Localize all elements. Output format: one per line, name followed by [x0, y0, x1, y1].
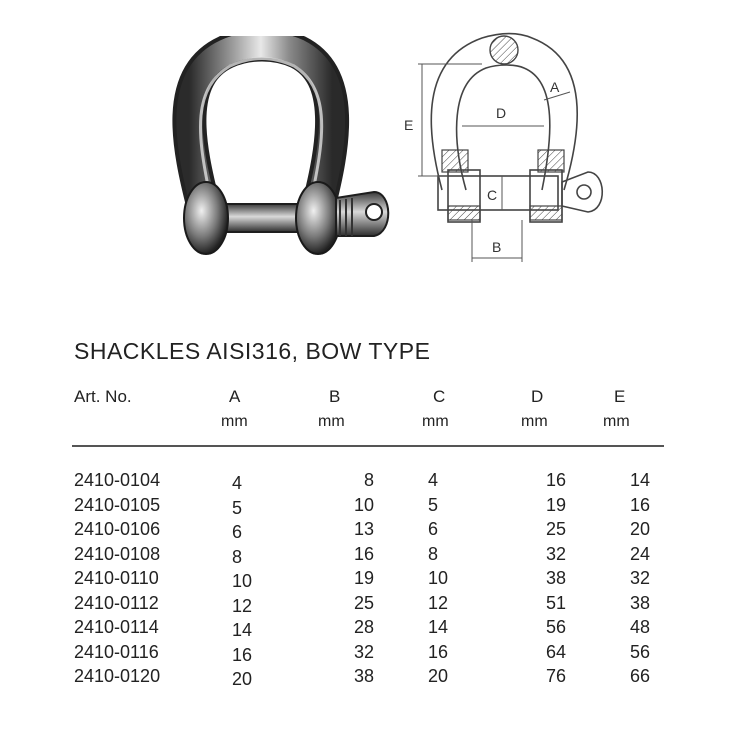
cell-e: 32: [629, 568, 650, 588]
cell-c: 12: [428, 592, 449, 613]
cell-a: 20: [232, 669, 253, 689]
cell-e: 14: [629, 470, 650, 490]
header-e: E: [614, 387, 626, 406]
cell-a: 5: [232, 497, 243, 518]
header-e-unit: mm: [603, 413, 630, 430]
cell-art-no: 2410-0104: [74, 470, 161, 490]
cell-d: 38: [545, 568, 566, 588]
cell-a: 12: [232, 595, 253, 616]
header-a-unit: mm: [221, 413, 248, 430]
cell-art-no: 2410-0114: [74, 617, 159, 637]
cell-d: 51: [545, 592, 566, 613]
cell-art-no: 2410-0106: [74, 519, 161, 539]
cell-b: 10: [353, 494, 374, 515]
cell-c: 10: [428, 568, 449, 588]
cell-a: 6: [232, 522, 243, 542]
cell-c: 4: [428, 470, 439, 490]
cell-c: 6: [428, 519, 439, 539]
cell-b: 38: [353, 666, 374, 686]
table-row: [0, 642, 744, 666]
cell-a: 8: [232, 546, 243, 567]
cell-b: 13: [353, 519, 374, 539]
cell-c: 20: [428, 666, 449, 686]
cell-c: 16: [428, 641, 449, 662]
cell-a: 14: [232, 620, 253, 640]
label-c: C: [487, 187, 498, 203]
table-row: [0, 519, 744, 543]
label-a: A: [550, 79, 560, 95]
cell-d: 25: [545, 519, 566, 539]
cell-c: 14: [428, 617, 449, 637]
header-b: B: [329, 387, 341, 406]
table-row: [0, 544, 744, 568]
cell-art-no: 2410-0105: [74, 494, 161, 515]
header-d: D: [531, 387, 544, 406]
cell-e: 24: [629, 543, 650, 564]
cell-d: 16: [545, 470, 566, 490]
cell-d: 64: [545, 641, 566, 662]
cell-b: 16: [353, 543, 374, 564]
cell-b: 8: [363, 470, 374, 490]
cell-art-no: 2410-0116: [74, 641, 159, 662]
cell-a: 10: [232, 571, 253, 591]
table-row: [0, 666, 744, 690]
cell-art-no: 2410-0112: [74, 592, 159, 613]
label-e: E: [404, 117, 414, 133]
cell-d: 56: [545, 617, 566, 637]
cell-art-no: 2410-0108: [74, 543, 161, 564]
cell-d: 32: [545, 543, 566, 564]
header-divider: [72, 445, 664, 447]
header-a: A: [229, 387, 241, 406]
table-row: [0, 617, 744, 641]
dimension-drawing: [392, 30, 612, 270]
table-row: [0, 593, 744, 617]
header-d-unit: mm: [521, 413, 548, 430]
cell-b: 25: [353, 592, 374, 613]
label-b: B: [492, 239, 502, 255]
cell-d: 76: [545, 666, 566, 686]
cell-c: 8: [428, 543, 439, 564]
cell-e: 38: [629, 592, 650, 613]
page-title: SHACKLES AISI316, BOW TYPE: [74, 338, 431, 364]
cell-art-no: 2410-0110: [74, 568, 159, 588]
cell-c: 5: [428, 494, 439, 515]
cell-art-no: 2410-0120: [74, 666, 161, 686]
cell-d: 19: [545, 494, 566, 515]
table-row: [0, 568, 744, 592]
cell-b: 32: [353, 641, 374, 662]
cell-a: 16: [232, 644, 253, 665]
cell-b: 19: [353, 568, 374, 588]
cell-e: 56: [629, 641, 650, 662]
header-art-no: Art. No.: [74, 387, 132, 406]
header-b-unit: mm: [318, 413, 345, 430]
cell-e: 16: [629, 494, 650, 515]
header-c-unit: mm: [422, 413, 449, 430]
shackle-photo: [168, 36, 398, 268]
table-row: [0, 470, 744, 494]
cell-e: 20: [629, 519, 650, 539]
cell-e: 66: [629, 666, 650, 686]
label-d: D: [496, 105, 507, 121]
header-c: C: [433, 387, 446, 406]
cell-a: 4: [232, 473, 243, 493]
table-row: [0, 495, 744, 519]
cell-e: 48: [629, 617, 650, 637]
cell-b: 28: [353, 617, 374, 637]
